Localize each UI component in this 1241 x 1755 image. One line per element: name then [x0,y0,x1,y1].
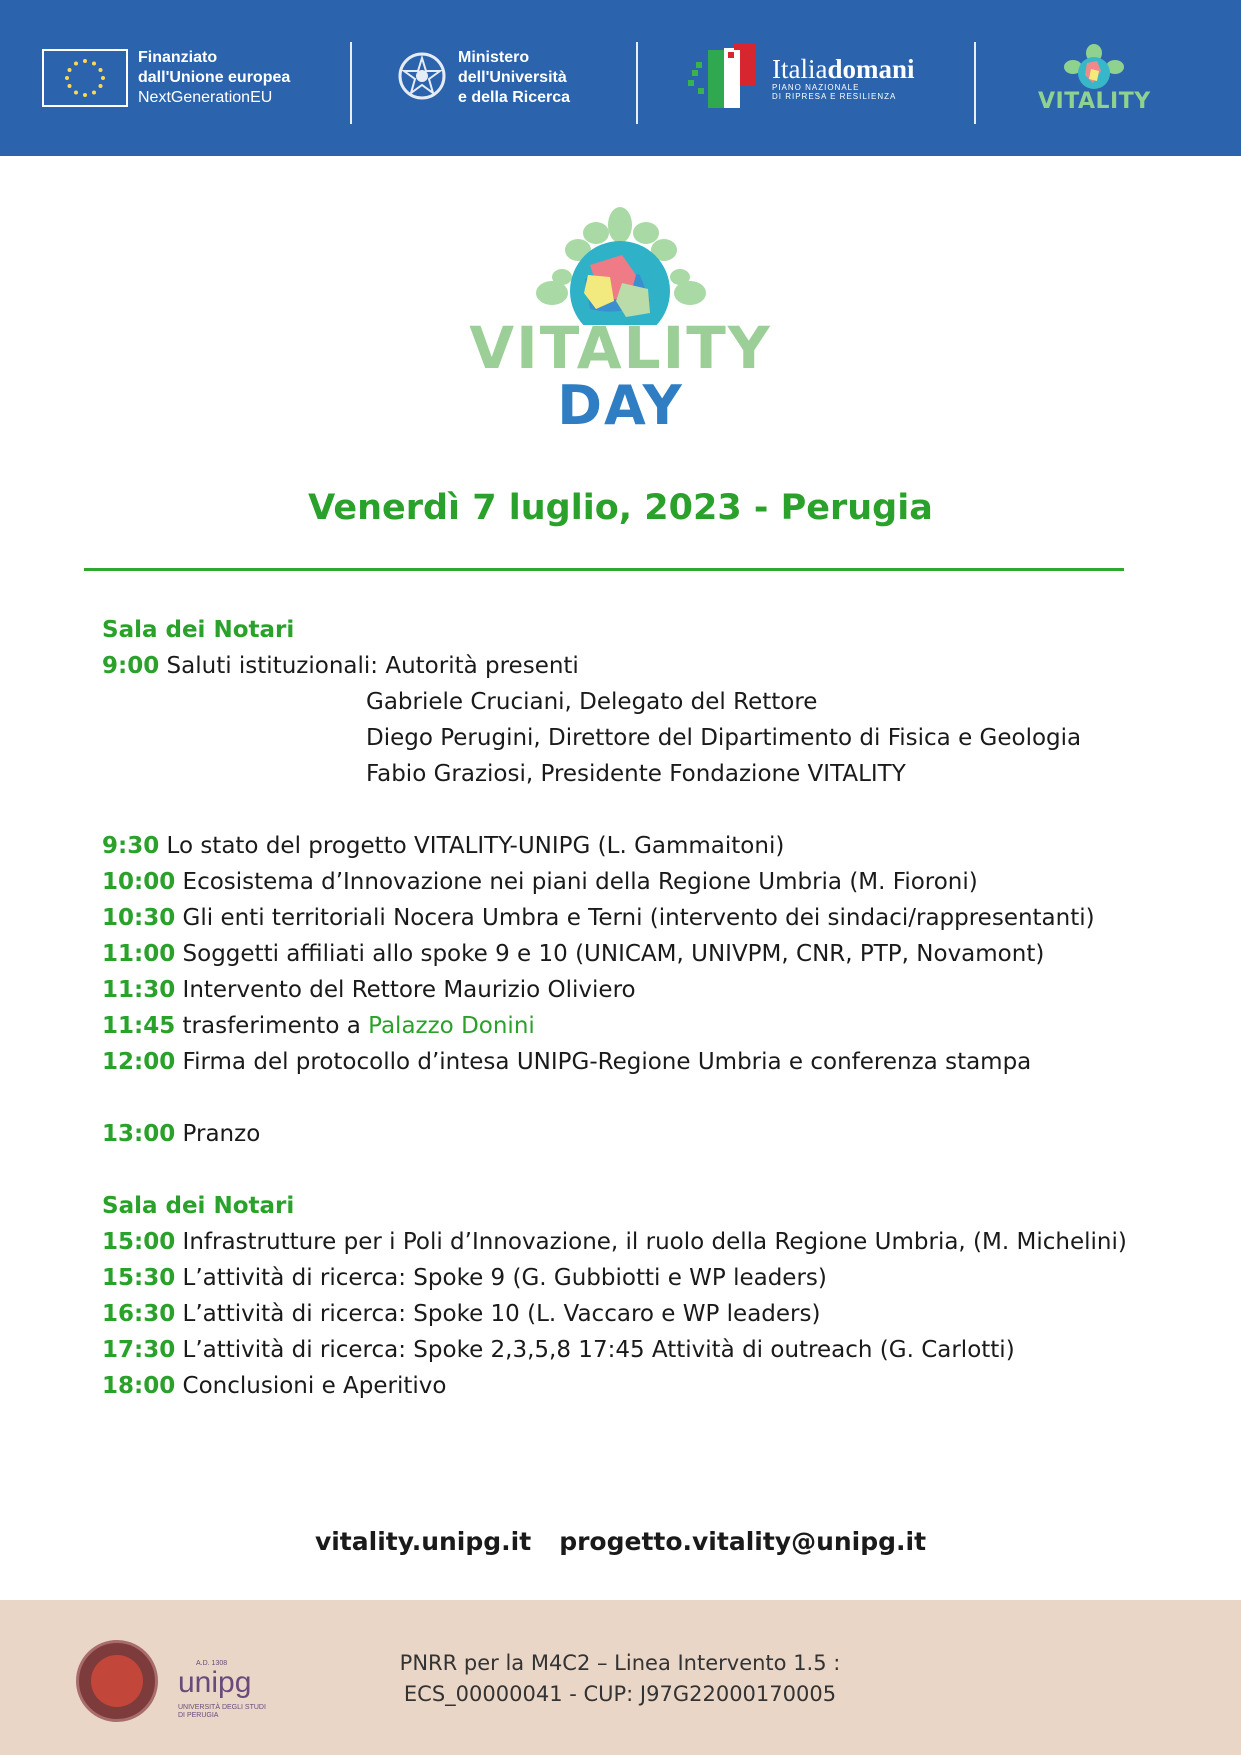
agenda-text: Ecosistema d’Innovazione nei piani della Regione Umbria (M. Fioroni) [182,869,978,895]
agenda-time: 15:00 [102,1229,176,1255]
agenda-item [102,1368,1202,1404]
agenda [102,612,1202,1404]
speaker-line: Fabio Graziosi, Presidente Fondazione VITALITY [366,761,906,787]
agenda-item [102,1224,1202,1260]
pnrr-line2: ECS_00000041 - CUP: J97G22000170005 [403,1682,837,1706]
italiadomani-name-light: Italia [772,54,828,84]
unipg-logo-word: unipg [178,1666,252,1699]
email-link[interactable]: progetto.vitality@unipg.it [559,1527,927,1556]
agenda-text: Conclusioni e Aperitivo [182,1373,447,1399]
event-date: Venerdì 7 luglio, 2023 - Perugia [308,488,933,528]
agenda-time: 15:30 [102,1265,176,1291]
agenda-time: 9:00 [102,653,160,679]
italian-emblem-icon [396,48,448,108]
logo-vitality-text: VITALITY [469,314,772,382]
italiadomani-name [772,55,915,83]
eu-logo [42,0,290,156]
header-bar [0,0,1241,156]
agenda-item [102,1296,1202,1332]
agenda-text: Gli enti territoriali Nocera Umbra e Terni (intervento dei sindaci/rappresentanti) [182,905,1095,931]
agenda-text: trasferimento a [182,1013,361,1039]
agenda-item [102,1008,1202,1044]
globe-leaves-icon [0,205,1241,325]
agenda-text: L’attività di ricerca: Spoke 2,3,5,8 17:45 Attività di outreach (G. Carlotti) [182,1337,1015,1363]
agenda-item [102,1260,1202,1296]
agenda-item [102,1044,1202,1080]
agenda-item [102,828,1202,864]
speaker-line: Gabriele Cruciani, Delegato del Rettore [366,689,818,715]
section-heading: Sala dei Notari [102,1193,295,1219]
pnrr-reference [360,1648,880,1710]
website-link[interactable]: vitality.unipg.it [314,1527,532,1556]
vitality-small-logo [1038,0,1151,156]
header-divider [974,42,976,124]
unipg-sub1: UNIVERSITÀ DEGLI STUDI [178,1704,266,1711]
eu-line2: dall'Unione europea [138,69,291,86]
italiadomani-sub2: DI RIPRESA E RESILIENZA [772,92,897,101]
venue-name: Palazzo Donini [368,1013,535,1039]
agenda-text: L’attività di ricerca: Spoke 9 (G. Gubbiotti e WP leaders) [182,1265,827,1291]
agenda-text: Intervento del Rettore Maurizio Oliviero [182,977,636,1003]
italiadomani-sub1: PIANO NAZIONALE [772,83,860,92]
agenda-time: 16:30 [102,1301,176,1327]
agenda-item [102,864,1202,900]
agenda-item [102,1116,1202,1152]
agenda-item [102,900,1202,936]
unipg-subtitle [178,1704,268,1720]
agenda-time: 18:00 [102,1373,176,1399]
divider-line [84,568,1124,571]
unipg-sub2: DI PERUGIA [178,1712,219,1719]
university-seal-icon [76,1640,158,1722]
contacts [0,1524,1241,1560]
italian-flag-icon [686,40,766,116]
agenda-text: Pranzo [182,1121,261,1147]
italiadomani-logo [686,0,915,156]
header-divider [636,42,638,124]
agenda-text: Lo stato del progetto VITALITY-UNIPG (L. Gammaitoni) [166,833,785,859]
agenda-time: 11:30 [102,977,176,1003]
agenda-item [102,1332,1202,1368]
agenda-time: 13:00 [102,1121,176,1147]
agenda-item [102,972,1202,1008]
eu-line3: NextGenerationEU [138,89,273,106]
agenda-text: L’attività di ricerca: Spoke 10 (L. Vaccaro e WP leaders) [182,1301,821,1327]
ministero-logo [396,0,570,156]
agenda-time: 11:45 [102,1013,176,1039]
agenda-item [102,648,1202,684]
agenda-text: Soggetti affiliati allo spoke 9 e 10 (UNICAM, UNIVPM, CNR, PTP, Novamont) [182,941,1045,967]
agenda-time: 9:30 [102,833,160,859]
agenda-text: Infrastrutture per i Poli d’Innovazione, il ruolo della Regione Umbria, (M. Michelini) [182,1229,1127,1255]
vitality-small-word: VITALITY [1038,88,1151,114]
eu-line1: Finanziato [138,49,218,66]
section-heading: Sala dei Notari [102,617,295,643]
speaker-line: Diego Perugini, Direttore del Dipartimento di Fisica e Geologia [366,725,1082,751]
agenda-item [102,936,1202,972]
ministero-line2: dell'Università [458,69,567,86]
logo-day-text: DAY [557,374,684,437]
unipg-founded: A.D. 1308 [196,1660,228,1667]
pnrr-line1: PNRR per la M4C2 – Linea Intervento 1.5 : [399,1651,841,1675]
vitality-leaf-globe-icon [1049,43,1139,95]
agenda-time: 11:00 [102,941,176,967]
agenda-time: 10:30 [102,905,176,931]
ministero-line3: e della Ricerca [458,89,571,106]
agenda-time: 17:30 [102,1337,176,1363]
agenda-time: 12:00 [102,1049,176,1075]
agenda-text: Saluti istituzionali: Autorità presenti [166,653,579,679]
agenda-time: 10:00 [102,869,176,895]
agenda-text: Firma del protocollo d’intesa UNIPG-Regione Umbria e conferenza stampa [182,1049,1032,1075]
eu-flag-icon [42,49,128,107]
header-divider [350,42,352,124]
ministero-line1: Ministero [458,49,530,66]
italiadomani-name-bold: domani [827,54,915,84]
